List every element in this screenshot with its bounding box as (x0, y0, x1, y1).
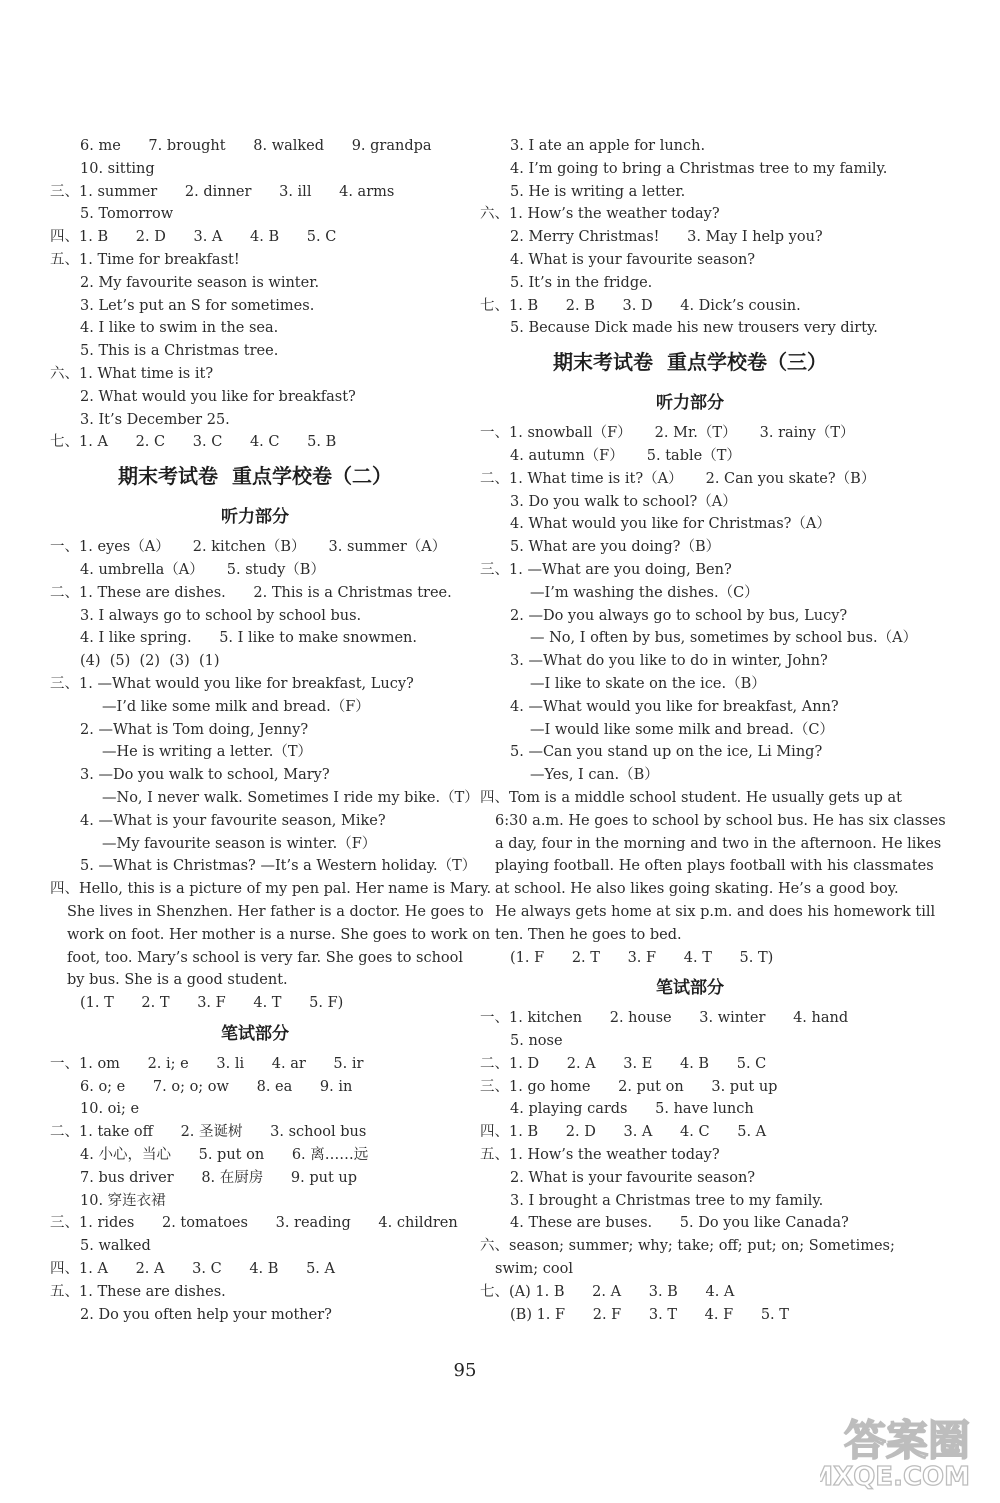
answer-line: —I’m washing the dishes.（C） (530, 584, 759, 601)
answer-line: 七、(A) 1. B 2. A 3. B 4. A (480, 1283, 735, 1300)
answer-line: 7. bus driver 8. 在厨房 9. put up (80, 1169, 358, 1186)
answer-line: 10. sitting (80, 160, 155, 177)
answer-line: 4. —What is your favourite season, Mike? (80, 812, 386, 829)
answer-line: 4. autumn（F） 5. table（T） (510, 447, 741, 464)
answer-line: 四、1. B 2. D 3. A 4. C 5. A (480, 1124, 767, 1141)
answer-line: She lives in Shenzhen. Her father is a doctor. He goes to (67, 903, 484, 920)
answer-line: 三、1. summer 2. dinner 3. ill 4. arms (50, 183, 395, 200)
answer-line: 3. —What do you like to do in winter, John? (510, 653, 828, 670)
answer-line: 3. Let’s put an S for sometimes. (80, 297, 315, 314)
answer-line: 七、1. A 2. C 3. C 4. C 5. B (50, 434, 337, 451)
answer-line: 五、1. How’s the weather today? (480, 1147, 720, 1164)
answer-line: —He is writing a letter.（T） (102, 744, 313, 761)
answer-line: —I like to skate on the ice.（B） (530, 675, 766, 692)
right-column (480, 135, 946, 1326)
answer-line: playing football. He often plays football with his classmates (495, 858, 934, 875)
answer-line: —My favourite season is winter.（F） (102, 835, 377, 852)
answer-line: 六、season; summer; why; take; off; put; on; Sometimes; (480, 1238, 895, 1255)
answer-line: 5. nose (510, 1033, 563, 1050)
answer-line: foot, too. Mary’s school is very far. She goes to school (67, 949, 464, 966)
answer-line: (1. T 2. T 3. F 4. T 5. F) (80, 995, 344, 1012)
answer-line: 五、1. These are dishes. (50, 1283, 226, 1300)
answer-line: — No, I often by bus, sometimes by school bus.（A） (530, 630, 918, 647)
answer-line: 6:30 a.m. He goes to school by school bus. He has six classes (495, 812, 946, 829)
watermark-logo (820, 1405, 990, 1495)
answer-line: 5. It’s in the fridge. (510, 274, 653, 291)
answer-line: 3. I always go to school by school bus. (80, 607, 362, 624)
answer-line: at school. He also likes going skating. He’s a good boy. (495, 881, 899, 898)
answer-line: 三、1. go home 2. put on 3. put up (480, 1078, 778, 1095)
answer-line: 四、1. B 2. D 3. A 4. B 5. C (50, 229, 337, 246)
answer-line: ten. Then he goes to bed. (495, 926, 682, 943)
answer-line: 2. —What is Tom doing, Jenny? (80, 721, 309, 738)
answer-line: 5. This is a Christmas tree. (80, 343, 279, 360)
answer-line: 四、Tom is a middle school student. He usually gets up at (480, 789, 902, 806)
answer-line: 4. What would you like for Christmas?（A） (510, 516, 831, 533)
answer-line: —I would like some milk and bread.（C） (530, 721, 834, 738)
section-title: 期末考试卷 重点学校卷（三） (553, 350, 827, 375)
answer-line: 一、1. snowball（F） 2. Mr.（T） 3. rainy（T） (480, 425, 855, 442)
answer-line: 5. —What is Christmas? —It’s a Western holiday.（T） (80, 858, 477, 875)
answer-line: 4. I like to swim in the sea. (80, 320, 279, 337)
answer-line: —I’d like some milk and bread.（F） (102, 698, 370, 715)
answer-line: by bus. She is a good student. (67, 972, 288, 989)
section-subtitle: 笔试部分 (656, 978, 724, 999)
answer-line: 一、1. eyes（A） 2. kitchen（B） 3. summer（A） (50, 539, 447, 556)
answer-line: (4) (5) (2) (3) (1) (80, 653, 220, 670)
answer-line: He always gets home at six p.m. and does his homework till (495, 903, 936, 920)
answer-line: 六、1. How’s the weather today? (480, 206, 720, 223)
answer-line: 2. Do you often help your mother? (80, 1306, 332, 1323)
answer-line: 5. Because Dick made his new trousers very dirty. (510, 320, 878, 337)
page-number: 95 (453, 1360, 477, 1381)
answer-line: 2. —Do you always go to school by bus, Lucy? (510, 607, 848, 624)
answer-line: 10. oi; e (80, 1101, 140, 1118)
left-column (50, 135, 492, 1326)
answer-line: —Yes, I can.（B） (530, 767, 659, 784)
svg-text:答案圈: 答案圈 (843, 1416, 970, 1465)
answer-line: 2. What would you like for breakfast? (80, 388, 356, 405)
answer-line: 5. He is writing a letter. (510, 183, 686, 200)
answer-line: —No, I never walk. Sometimes I ride my bike.（T） (102, 789, 479, 806)
answer-line: 4. What is your favourite season? (510, 251, 756, 268)
answer-line: 4. —What would you like for breakfast, Ann? (510, 698, 839, 715)
answer-line: 4. I like spring. 5. I like to make snowmen. (80, 630, 417, 647)
answer-line: 3. —Do you walk to school, Mary? (80, 767, 330, 784)
answer-line: (B) 1. F 2. F 3. T 4. F 5. T (510, 1306, 789, 1323)
answer-line: 五、1. Time for breakfast! (50, 251, 240, 268)
answer-line: 3. I brought a Christmas tree to my family. (510, 1192, 824, 1209)
answer-line: 2. My favourite season is winter. (80, 274, 320, 291)
answer-line: 二、1. These are dishes. 2. This is a Christmas tree. (50, 584, 452, 601)
answer-line: a day, four in the morning and two in the afternoon. He likes (495, 835, 942, 852)
answer-line: 4. playing cards 5. have lunch (510, 1101, 754, 1118)
answer-line: 5. Tomorrow (80, 206, 174, 223)
section-subtitle: 笔试部分 (221, 1023, 289, 1044)
answer-line: 6. o; e 7. o; o; ow 8. ea 9. in (80, 1078, 353, 1095)
answer-line: 3. It’s December 25. (80, 411, 230, 428)
answer-line: 5. —Can you stand up on the ice, Li Ming? (510, 744, 823, 761)
section-title: 期末考试卷 重点学校卷（二） (118, 464, 392, 489)
answer-line: 6. me 7. brought 8. walked 9. grandpa (80, 138, 432, 154)
answer-line: 三、1. —What are you doing, Ben? (480, 561, 732, 578)
answer-line: 2. Merry Christmas! 3. May I help you? (510, 229, 823, 246)
answer-line: 5. walked (80, 1238, 151, 1255)
answer-line: 七、1. B 2. B 3. D 4. Dick’s cousin. (480, 297, 801, 314)
section-subtitle: 听力部分 (221, 507, 289, 528)
answer-line: 3. I ate an apple for lunch. (510, 138, 706, 154)
answer-line: 5. What are you doing?（B） (510, 539, 721, 556)
answer-line: 2. What is your favourite season? (510, 1169, 756, 1186)
answer-line: 二、1. take off 2. 圣诞树 3. school bus (50, 1124, 367, 1141)
answer-line: 三、1. —What would you like for breakfast, Lucy? (50, 675, 414, 692)
answer-line: 六、1. What time is it? (50, 365, 214, 382)
answer-line: 4. I’m going to bring a Christmas tree to my family. (510, 160, 888, 177)
answer-line: 4. 小心，当心 5. put on 6. 离……远 (80, 1147, 369, 1164)
section-subtitle: 听力部分 (656, 393, 724, 414)
svg-text:MXQE.COM: MXQE.COM (820, 1462, 970, 1492)
answer-line: work on foot. Her mother is a nurse. She goes to work on (67, 926, 491, 943)
answer-line: swim; cool (495, 1261, 573, 1278)
answer-line: 四、1. A 2. A 3. C 4. B 5. A (50, 1261, 336, 1278)
answer-line: 一、1. kitchen 2. house 3. winter 4. hand (480, 1010, 849, 1027)
answer-line: 3. Do you walk to school?（A） (510, 493, 737, 510)
answer-line: 一、1. om 2. i; e 3. li 4. ar 5. ir (50, 1055, 364, 1072)
answer-line: 二、1. D 2. A 3. E 4. B 5. C (480, 1055, 767, 1072)
answer-line: 4. umbrella（A） 5. study（B） (80, 561, 325, 578)
answer-line: 四、Hello, this is a picture of my pen pal. Her name is Mary. (50, 881, 492, 898)
answer-line: 二、1. What time is it?（A） 2. Can you skate?（B） (480, 470, 876, 487)
answer-line: 10. 穿连衣裙 (80, 1192, 166, 1209)
answer-line: 4. These are buses. 5. Do you like Canada? (510, 1215, 849, 1232)
answer-line: (1. F 2. T 3. F 4. T 5. T) (510, 949, 774, 966)
answer-line: 三、1. rides 2. tomatoes 3. reading 4. children (50, 1215, 458, 1232)
